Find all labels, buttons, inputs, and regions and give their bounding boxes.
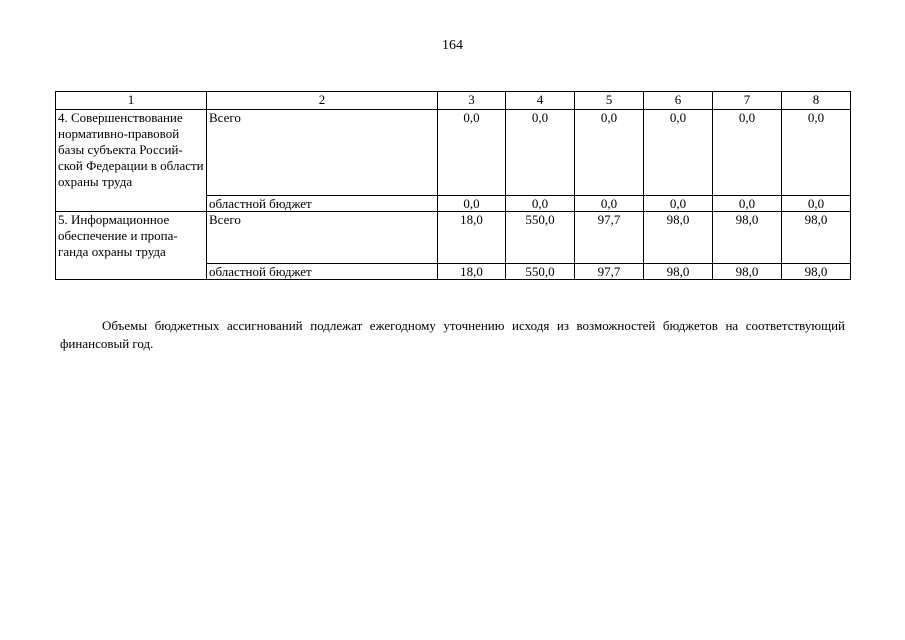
table-cell: 550,0: [506, 212, 575, 264]
funding-source: Всего: [207, 212, 438, 264]
table-cell: 98,0: [644, 212, 713, 264]
table-row: [56, 110, 851, 196]
measure-name: 4. Совершенствование нормативно-правовой базы субъекта Россий-ской Федерации в области охраны труда: [56, 110, 207, 212]
table-cell: 0,0: [782, 110, 851, 196]
budget-note: Объемы бюджетных ассигнований подлежат ежегодному уточнению исходя из возможностей бюджетов на соответствующий финансовый год.: [60, 318, 845, 351]
table-cell: 0,0: [575, 196, 644, 212]
column-header: 2: [207, 92, 438, 110]
column-header: 4: [506, 92, 575, 110]
table-cell: 0,0: [438, 196, 506, 212]
table-cell: 97,7: [575, 264, 644, 280]
funding-source: областной бюджет: [207, 264, 438, 280]
column-header: 7: [713, 92, 782, 110]
table-cell: 98,0: [782, 212, 851, 264]
table-cell: 0,0: [506, 196, 575, 212]
table-cell: 98,0: [713, 264, 782, 280]
table-cell: 0,0: [506, 110, 575, 196]
table-cell: 0,0: [782, 196, 851, 212]
table-cell: 18,0: [438, 212, 506, 264]
column-header: 3: [438, 92, 506, 110]
column-header: 5: [575, 92, 644, 110]
column-header: 8: [782, 92, 851, 110]
measure-name: 5. Информационное обеспечение и пропа-ганда охраны труда: [56, 212, 207, 280]
table-cell: 0,0: [438, 110, 506, 196]
table-row: [56, 212, 851, 264]
table-cell: 98,0: [644, 264, 713, 280]
budget-table: [55, 91, 851, 280]
column-header: 6: [644, 92, 713, 110]
page-number: 164: [442, 38, 463, 53]
table-cell: 98,0: [782, 264, 851, 280]
column-header: 1: [56, 92, 207, 110]
table-cell: 0,0: [713, 196, 782, 212]
table-cell: 0,0: [644, 196, 713, 212]
table-cell: 550,0: [506, 264, 575, 280]
table-cell: 18,0: [438, 264, 506, 280]
table-header-row: [56, 92, 851, 110]
table-cell: 0,0: [713, 110, 782, 196]
table-cell: 0,0: [644, 110, 713, 196]
funding-source: Всего: [207, 110, 438, 196]
table-cell: 98,0: [713, 212, 782, 264]
table-cell: 0,0: [575, 110, 644, 196]
table-cell: 97,7: [575, 212, 644, 264]
funding-source: областной бюджет: [207, 196, 438, 212]
